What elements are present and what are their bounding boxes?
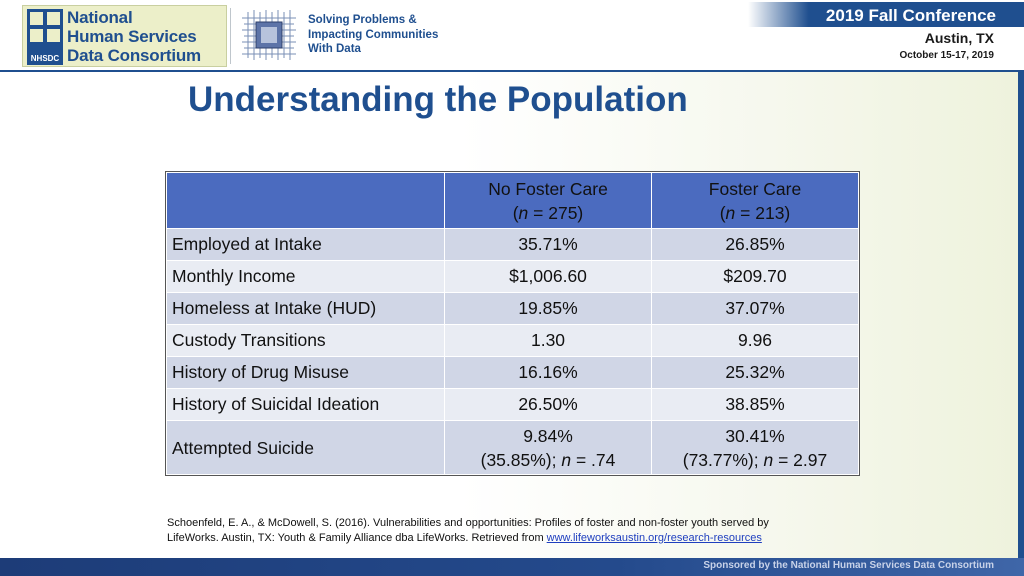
- conference-dates: October 15-17, 2019: [899, 50, 994, 61]
- tagline-line-1: Solving Problems &: [308, 14, 417, 26]
- n-symbol: n: [725, 202, 736, 223]
- population-table: [166, 172, 859, 475]
- row-label: History of Suicidal Ideation: [167, 389, 445, 421]
- n-symbol: n: [518, 202, 529, 223]
- table-row: [167, 293, 859, 325]
- foster-care-value: 9.96: [652, 325, 859, 357]
- citation-text: LifeWorks. Austin, TX: Youth & Family Alliance dba LifeWorks. Retrieved from: [167, 532, 547, 544]
- citation-line-2: [167, 531, 867, 546]
- value-line-1: 9.84%: [523, 425, 573, 446]
- header-label: No Foster Care: [488, 178, 608, 199]
- no-foster-care-value: [445, 421, 652, 475]
- foster-care-value: 26.85%: [652, 229, 859, 261]
- table-row: [167, 261, 859, 293]
- conference-banner: [748, 2, 1024, 27]
- value-line-2: [446, 448, 650, 472]
- value-percent: (35.85%);: [480, 449, 562, 470]
- table-row: [167, 421, 859, 475]
- citation-link[interactable]: www.lifeworksaustin.org/research-resources: [546, 532, 762, 544]
- conference-title: 2019 Fall Conference: [825, 6, 996, 25]
- circuit-chip-icon: [238, 6, 300, 64]
- slide-title: Understanding the Population: [188, 80, 688, 119]
- no-foster-care-value: 19.85%: [445, 293, 652, 325]
- row-label: History of Drug Misuse: [167, 357, 445, 389]
- row-label: Employed at Intake: [167, 229, 445, 261]
- logo-line-2: Human Services: [67, 27, 197, 46]
- header-cell-empty: [167, 173, 445, 229]
- table-row: [167, 357, 859, 389]
- header-divider: [230, 8, 231, 64]
- citation: [167, 516, 867, 546]
- foster-care-value: $209.70: [652, 261, 859, 293]
- n-symbol: n: [763, 449, 774, 470]
- citation-line-1: Schoenfeld, E. A., & McDowell, S. (2016). Vulnerabilities and opportunities: Profiles of foster and non-foster youth served by: [167, 517, 769, 529]
- header-foster-care: [652, 173, 859, 229]
- no-foster-care-value: 26.50%: [445, 389, 652, 421]
- table-row: [167, 325, 859, 357]
- logo-text: [67, 8, 201, 65]
- n-value: = 275): [528, 202, 584, 223]
- n-value: = 213): [735, 202, 791, 223]
- no-foster-care-value: 1.30: [445, 325, 652, 357]
- tagline: [308, 13, 438, 57]
- no-foster-care-value: 16.16%: [445, 357, 652, 389]
- foster-care-value: 25.32%: [652, 357, 859, 389]
- table-row: [167, 389, 859, 421]
- foster-care-value: 38.85%: [652, 389, 859, 421]
- row-label: Custody Transitions: [167, 325, 445, 357]
- row-label: Homeless at Intake (HUD): [167, 293, 445, 325]
- footer-bar: [0, 558, 1024, 576]
- foster-care-value: 37.07%: [652, 293, 859, 325]
- no-foster-care-value: $1,006.60: [445, 261, 652, 293]
- right-edge-strip: [1018, 70, 1024, 558]
- tagline-line-3: With Data: [308, 43, 361, 55]
- nhsdc-logo: [22, 5, 227, 67]
- foster-care-value: [652, 421, 859, 475]
- table-row: [167, 229, 859, 261]
- conference-location: Austin, TX: [924, 30, 994, 46]
- header-sample-size: (n = 213): [719, 202, 791, 223]
- nhsdc-logo-icon: [27, 9, 63, 65]
- logo-abbr: NHSDC: [30, 54, 60, 63]
- n-symbol: n: [561, 449, 572, 470]
- header-label: Foster Care: [708, 178, 802, 199]
- logo-line-1: National: [67, 8, 133, 27]
- header-rule: [0, 70, 1024, 72]
- tagline-line-2: Impacting Communities: [308, 28, 439, 41]
- no-foster-care-value: 35.71%: [445, 229, 652, 261]
- header-sample-size: (n = 275): [512, 202, 584, 223]
- n-value: = 2.97: [773, 449, 828, 470]
- n-value: = .74: [571, 449, 616, 470]
- row-label: Attempted Suicide: [167, 421, 445, 475]
- value-percent: (73.77%);: [682, 449, 764, 470]
- header-no-foster-care: [445, 173, 652, 229]
- logo-line-3: Data Consortium: [67, 46, 201, 65]
- footer-sponsor-text: Sponsored by the National Human Services Data Consortium: [703, 560, 994, 571]
- slide-header: [0, 0, 1024, 70]
- row-label: Monthly Income: [167, 261, 445, 293]
- table-header-row: [167, 173, 859, 229]
- value-line-1: 30.41%: [725, 425, 785, 446]
- value-line-2: [653, 448, 857, 472]
